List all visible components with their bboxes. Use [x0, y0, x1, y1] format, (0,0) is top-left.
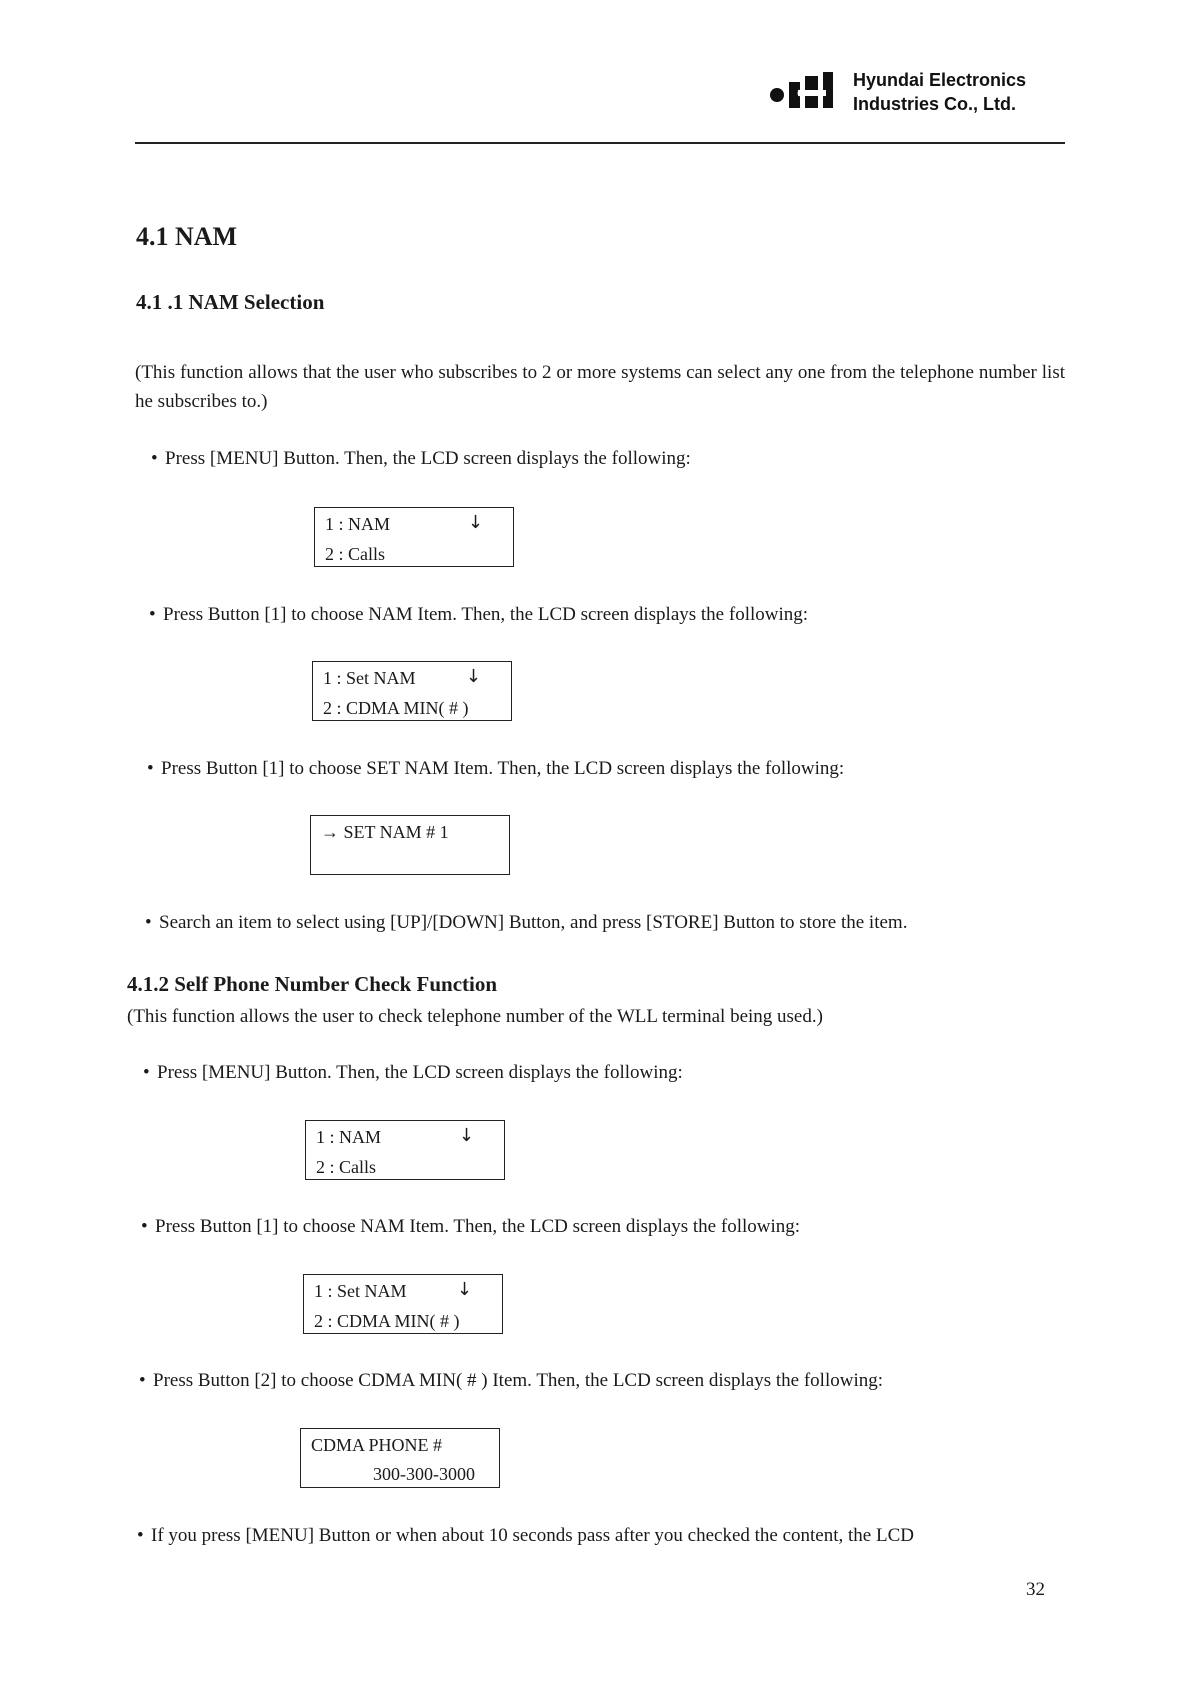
bullet-item: [143, 1062, 683, 1084]
lcd-line-1: 1 : Set NAM: [314, 1281, 407, 1301]
phone-number: 300-300-3000: [373, 1464, 475, 1484]
down-arrow-icon: ↓: [458, 1125, 474, 1146]
bullet-item: [151, 448, 691, 470]
lcd-line-2: 2 : CDMA MIN( # ): [323, 698, 469, 718]
bullet-text: Press [MENU] Button. Then, the LCD screen displays the following:: [157, 1062, 683, 1083]
down-arrow-icon: ↓: [465, 666, 481, 687]
lcd-screen-nam: [312, 661, 512, 721]
bullet-dot-icon: •: [151, 448, 158, 469]
bullet-item: [145, 912, 907, 934]
section-title-4-1-1: 4.1 .1 NAM Selection: [136, 290, 325, 314]
bullet-dot-icon: •: [149, 604, 156, 625]
hyundai-logo: [768, 70, 838, 110]
bullet-text: Press Button [1] to choose NAM Item. Then, the LCD screen displays the following:: [155, 1216, 801, 1237]
bullet-dot-icon: •: [139, 1370, 146, 1391]
intro-paragraph-4-1-1: (This function allows that the user who subscribes to 2 or more systems can select any one from the telephone number list he subscribes to.): [135, 362, 1065, 412]
lcd-line-2: 2 : Calls: [316, 1157, 377, 1177]
bullet-text: Press Button [1] to choose SET NAM Item. Then, the LCD screen displays the following:: [161, 758, 845, 779]
lcd-screen-set-nam: [310, 815, 510, 875]
lcd-line-2: 2 : Calls: [325, 544, 386, 564]
bullet-text: Search an item to select using [UP]/[DOWN] Button, and press [STORE] Button to store the item.: [159, 912, 908, 933]
down-arrow-icon: ↓: [456, 1279, 472, 1300]
lcd-screen-menu: [305, 1120, 505, 1180]
company-name-line2: Industries Co., Ltd.: [853, 94, 1017, 114]
bullet-dot-icon: •: [147, 758, 154, 779]
bullet-item: [149, 604, 808, 626]
company-name: [853, 68, 1026, 116]
lcd-line-1: CDMA PHONE #: [311, 1435, 443, 1455]
section-title-4-1: 4.1 NAM: [136, 222, 238, 251]
bullet-dot-icon: •: [145, 912, 152, 933]
bullet-text: Press Button [2] to choose CDMA MIN( # ) Item. Then, the LCD screen displays the following:: [153, 1370, 883, 1391]
down-arrow-icon: ↓: [467, 512, 483, 533]
bullet-text: Press Button [1] to choose NAM Item. Then, the LCD screen displays the following:: [163, 604, 809, 625]
lcd-line-1: 1 : Set NAM: [323, 668, 416, 688]
intro-paragraph-4-1-2: (This function allows the user to check telephone number of the WLL terminal being used.): [127, 1006, 823, 1027]
lcd-line-2: 2 : CDMA MIN( # ): [314, 1311, 460, 1331]
lcd-screen-menu: [314, 507, 514, 567]
bullet-item: [147, 758, 844, 780]
bullet-dot-icon: •: [141, 1216, 148, 1237]
bullet-item: [141, 1216, 800, 1238]
company-name-line1: Hyundai Electronics: [853, 70, 1027, 90]
section-title-4-1-2: 4.1.2 Self Phone Number Check Function: [127, 972, 498, 996]
bullet-dot-icon: •: [137, 1525, 144, 1546]
bullet-item: [137, 1525, 914, 1547]
bullet-text: If you press [MENU] Button or when about 10 seconds pass after you checked the content, the LCD: [151, 1525, 914, 1546]
lcd-screen-nam: [303, 1274, 503, 1334]
page-header: [135, 60, 1065, 144]
bullet-item: [139, 1370, 883, 1392]
bullet-dot-icon: •: [143, 1062, 150, 1083]
lcd-line-1: 1 : NAM: [325, 514, 391, 534]
lcd-screen-phone: [300, 1428, 500, 1488]
lcd-line-1: → SET NAM # 1: [321, 822, 449, 842]
bullet-text: Press [MENU] Button. Then, the LCD screen displays the following:: [165, 448, 691, 469]
lcd-line-1: 1 : NAM: [316, 1127, 382, 1147]
page-number: 32: [1026, 1579, 1045, 1600]
